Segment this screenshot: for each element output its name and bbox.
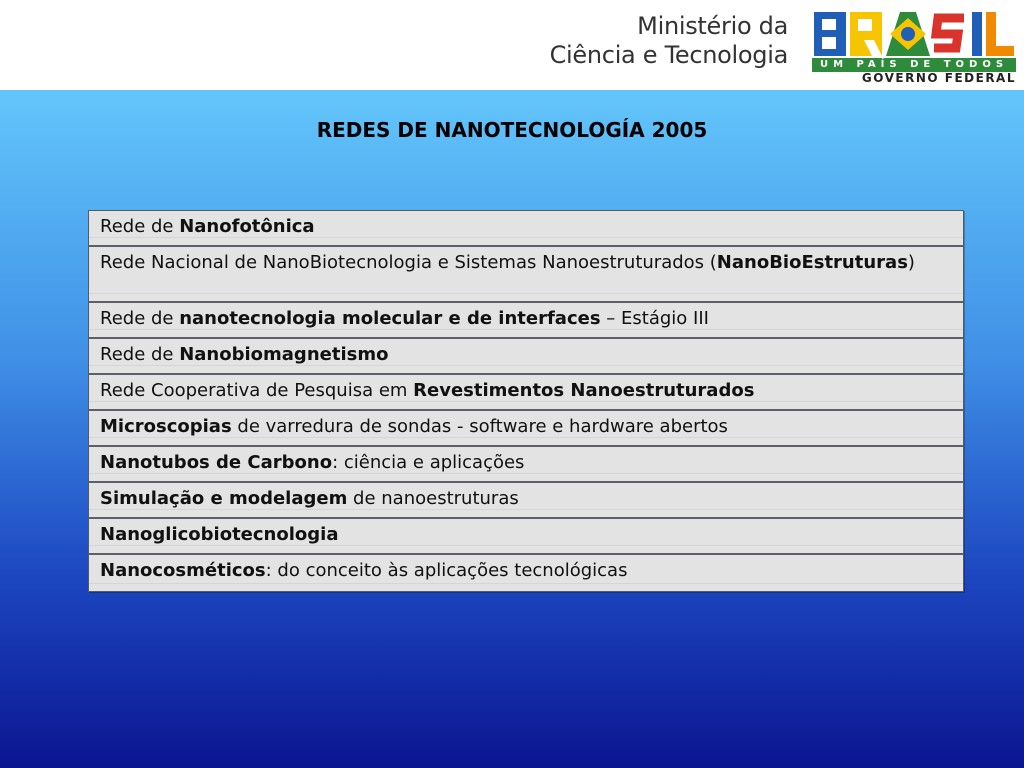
networks-table (88, 210, 964, 592)
table-row (89, 211, 963, 247)
row-text: Rede de (100, 344, 180, 365)
row-bold: Nanobiomagnetismo (179, 344, 389, 365)
row-text: : ciência e aplicações (332, 452, 525, 473)
row-bold: Microscopias (100, 416, 232, 437)
table-row (89, 519, 963, 555)
row-text: : do conceito às aplicações tecnológicas (265, 560, 628, 581)
ministry-name-line1: Ministério da (637, 12, 788, 40)
slide-title: REDES DE NANOTECNOLOGÍA 2005 (316, 118, 708, 142)
logo-government: GOVERNO FEDERAL (861, 71, 1016, 85)
table-row (89, 339, 963, 375)
row-bold: nanotecnologia molecular e de interfaces (179, 308, 601, 329)
row-text: Rede Nacional de NanoBiotecnologia e Sistemas Nanoestruturados ( (100, 252, 717, 273)
row-bold: Simulação e modelagem (100, 488, 348, 509)
table-row (89, 375, 963, 411)
table-row (89, 447, 963, 483)
table-row (89, 303, 963, 339)
row-text: Rede Cooperativa de Pesquisa em (100, 380, 414, 401)
ministry-name-line2: Ciência e Tecnologia (549, 41, 788, 69)
table-row (89, 247, 963, 303)
row-bold: Revestimentos Nanoestruturados (413, 380, 755, 401)
row-text: – Estágio III (600, 308, 709, 329)
row-bold: Nanoglicobiotecnologia (100, 524, 339, 545)
row-text: ) (907, 252, 915, 273)
table-row (89, 411, 963, 447)
brasil-wordmark-icon (812, 10, 1016, 58)
row-text: de varredura de sondas - software e hardware abertos (231, 416, 728, 437)
ministry-name (550, 12, 788, 70)
logo-tagline: UM PAÍS DE TODOS (812, 58, 1016, 72)
row-text: de nanoestruturas (347, 488, 519, 509)
row-bold: Nanocosméticos (100, 560, 266, 581)
table-row (89, 483, 963, 519)
row-bold: NanoBioEstruturas (716, 252, 908, 273)
row-bold: Nanofotônica (179, 216, 315, 237)
row-bold: Nanotubos de Carbono (100, 452, 333, 473)
row-text: Rede de (100, 308, 180, 329)
header-bar (0, 0, 1024, 90)
brasil-logo (812, 10, 1016, 84)
table-row (89, 555, 963, 591)
row-text: Rede de (100, 216, 180, 237)
